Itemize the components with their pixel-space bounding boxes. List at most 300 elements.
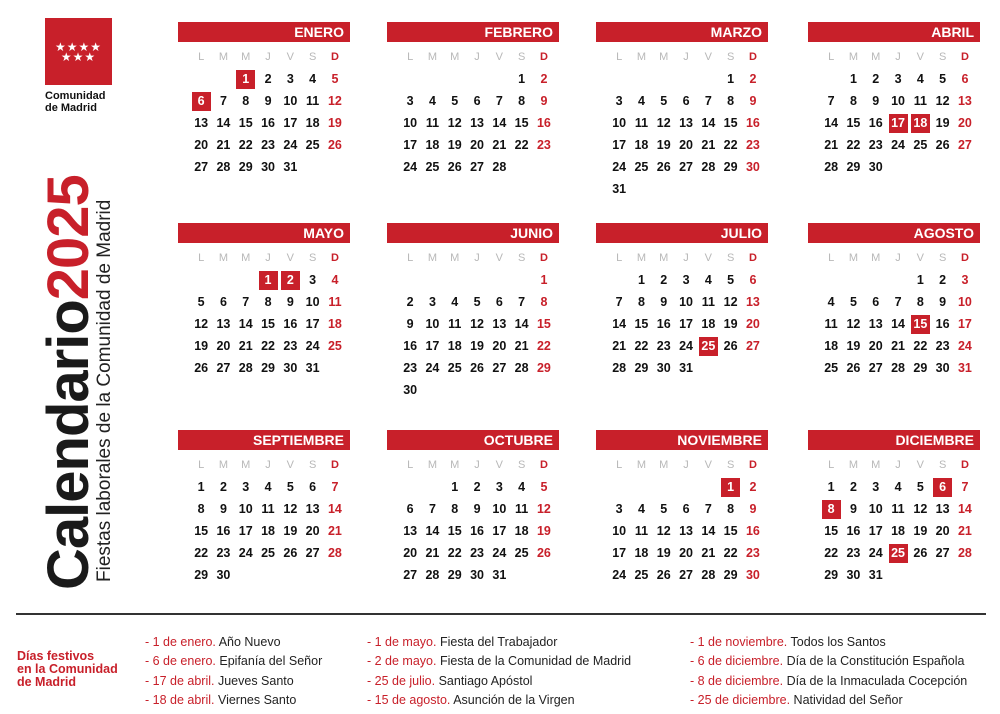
month-septiembre <box>178 430 350 586</box>
weekday-label: D <box>960 252 969 264</box>
day-number: 1 <box>197 480 205 494</box>
weekday-label: M <box>848 252 859 264</box>
day-number: 7 <box>704 94 712 108</box>
weekday-label: M <box>848 51 859 63</box>
day-cell <box>257 156 279 178</box>
day-cell <box>444 291 466 313</box>
day-number: 28 <box>238 361 253 375</box>
day-cell <box>954 335 976 357</box>
day-number: 12 <box>194 317 209 331</box>
day-number: 21 <box>957 524 972 538</box>
day-cell <box>444 335 466 357</box>
day-cell <box>533 291 555 313</box>
holiday-date: - 6 de diciembre. <box>690 654 784 669</box>
day-cell <box>742 68 764 90</box>
day-number: 13 <box>868 317 883 331</box>
day-number: 4 <box>518 480 526 494</box>
day-cell <box>608 498 630 520</box>
day-cell <box>444 564 466 586</box>
day-cell <box>842 291 864 313</box>
day-number: 4 <box>331 273 339 287</box>
day-cell <box>608 90 630 112</box>
day-cell <box>887 313 909 335</box>
day-number: 23 <box>216 546 231 560</box>
holiday-name: Natividad del Señor <box>793 692 903 707</box>
day-cell <box>399 520 421 542</box>
day-cell <box>719 90 741 112</box>
weekday-label: M <box>636 252 647 264</box>
day-cell <box>675 90 697 112</box>
month-days-grid <box>820 247 980 379</box>
day-number: 23 <box>745 546 760 560</box>
day-cell <box>842 498 864 520</box>
weekday-label: M <box>659 459 669 471</box>
day-number: 25 <box>327 339 342 353</box>
day-number: 3 <box>309 273 317 287</box>
day-cell <box>488 335 510 357</box>
day-number: 29 <box>536 361 551 375</box>
empty-day <box>653 476 675 498</box>
day-cell <box>608 520 630 542</box>
day-cell <box>630 542 652 564</box>
day-number: 20 <box>492 339 507 353</box>
day-number: 2 <box>540 72 548 86</box>
day-number: 8 <box>822 500 841 519</box>
day-number: 16 <box>470 524 484 538</box>
day-cell <box>842 476 864 498</box>
day-cell <box>279 498 301 520</box>
weekday-label: J <box>683 252 689 264</box>
day-cell <box>324 498 346 520</box>
day-cell <box>719 542 741 564</box>
weekday-label: S <box>308 252 317 264</box>
day-number: 8 <box>727 94 735 108</box>
day-cell <box>608 156 630 178</box>
day-number: 9 <box>406 317 414 331</box>
day-cell <box>954 291 976 313</box>
day-cell <box>719 112 741 134</box>
day-cell <box>399 542 421 564</box>
day-cell <box>887 90 909 112</box>
day-number: 30 <box>656 361 671 375</box>
day-number: 29 <box>447 568 462 582</box>
day-number: 5 <box>540 480 548 494</box>
day-number: 1 <box>259 271 278 290</box>
day-cell <box>865 90 887 112</box>
day-cell <box>842 357 864 379</box>
day-number: 29 <box>824 568 839 582</box>
day-number: 16 <box>868 116 883 130</box>
day-number: 5 <box>939 72 947 86</box>
day-cell <box>324 476 346 498</box>
month-febrero <box>387 22 559 178</box>
day-cell <box>865 357 887 379</box>
title-year: 2025 <box>36 175 101 301</box>
day-cell <box>324 291 346 313</box>
day-number: 27 <box>403 568 418 582</box>
day-cell <box>608 112 630 134</box>
day-number: 2 <box>872 72 880 86</box>
weekday-label: L <box>198 51 205 63</box>
weekday-label: L <box>407 459 414 471</box>
day-number: 30 <box>935 361 950 375</box>
empty-day <box>466 68 488 90</box>
day-number: 27 <box>470 160 484 174</box>
day-number: 16 <box>745 116 760 130</box>
weekday-label: M <box>871 252 881 264</box>
day-number: 16 <box>536 116 551 130</box>
day-number: 28 <box>327 546 342 560</box>
month-marzo <box>596 22 768 200</box>
day-cell <box>842 564 864 586</box>
day-number: 8 <box>518 94 526 108</box>
day-number: 29 <box>261 361 275 375</box>
day-number: 7 <box>495 94 503 108</box>
day-cell <box>697 134 719 156</box>
day-number: 31 <box>679 361 693 375</box>
day-number: 12 <box>536 502 551 516</box>
day-cell <box>510 520 532 542</box>
day-number: 13 <box>194 116 209 130</box>
day-number: 3 <box>286 72 294 86</box>
day-cell <box>279 542 301 564</box>
day-number: 2 <box>660 273 668 287</box>
month-header: OCTUBRE <box>387 430 559 450</box>
day-cell <box>510 112 532 134</box>
day-cell <box>399 498 421 520</box>
day-number: 10 <box>492 502 507 516</box>
day-cell <box>279 68 301 90</box>
day-cell <box>842 112 864 134</box>
day-number: 22 <box>238 138 253 152</box>
day-cell <box>865 134 887 156</box>
day-number: 26 <box>656 160 671 174</box>
day-number: 19 <box>327 116 342 130</box>
page-title <box>36 175 101 590</box>
day-cell <box>301 134 323 156</box>
day-cell <box>421 335 443 357</box>
day-number: 11 <box>701 295 715 309</box>
day-cell <box>301 335 323 357</box>
day-cell <box>488 112 510 134</box>
day-number: 18 <box>911 114 930 133</box>
day-cell <box>421 520 443 542</box>
day-cell <box>865 291 887 313</box>
day-number: 12 <box>470 317 484 331</box>
day-number: 9 <box>660 295 668 309</box>
day-cell <box>675 156 697 178</box>
holiday-date: - 8 de diciembre. <box>690 673 784 688</box>
day-cell <box>533 90 555 112</box>
day-cell <box>820 564 842 586</box>
holiday-date: - 17 de abril. <box>145 673 215 688</box>
day-number: 1 <box>518 72 526 86</box>
day-cell <box>235 542 257 564</box>
day-cell <box>653 335 675 357</box>
weekday-label: S <box>726 51 735 63</box>
day-number: 19 <box>656 546 671 560</box>
day-number: 14 <box>824 116 839 130</box>
day-cell <box>533 112 555 134</box>
day-cell <box>931 90 953 112</box>
day-number: 8 <box>540 295 548 309</box>
day-number: 20 <box>194 138 209 152</box>
month-days-grid <box>820 454 980 586</box>
day-number: 15 <box>824 524 839 538</box>
day-number: 25 <box>824 361 839 375</box>
day-number: 15 <box>536 317 551 331</box>
weekday-label: J <box>683 51 689 63</box>
day-cell <box>235 112 257 134</box>
day-cell <box>630 357 652 379</box>
day-cell <box>421 291 443 313</box>
day-number: 4 <box>451 295 459 309</box>
day-number: 17 <box>679 317 693 331</box>
day-number: 29 <box>723 568 738 582</box>
weekday-label: V <box>286 252 294 264</box>
holiday-date: - 1 de enero. <box>145 635 216 649</box>
day-number: 9 <box>219 502 227 516</box>
day-cell <box>697 520 719 542</box>
holiday-item <box>145 691 322 710</box>
day-cell <box>653 156 675 178</box>
day-cell <box>212 291 234 313</box>
empty-day <box>421 68 443 90</box>
day-number: 7 <box>518 295 526 309</box>
day-number: 18 <box>634 138 649 152</box>
day-number: 19 <box>723 317 738 331</box>
day-number: 24 <box>425 361 440 375</box>
day-number: 23 <box>261 138 275 152</box>
day-cell <box>212 134 234 156</box>
day-cell <box>742 542 764 564</box>
day-number: 5 <box>660 94 668 108</box>
day-number: 16 <box>846 524 861 538</box>
month-days-grid <box>608 46 768 200</box>
day-number: 19 <box>846 339 861 353</box>
comunidad-madrid-logo <box>45 18 112 85</box>
day-cell <box>630 291 652 313</box>
day-cell <box>887 291 909 313</box>
day-number: 10 <box>612 524 627 538</box>
day-number: 29 <box>238 160 253 174</box>
day-cell <box>865 498 887 520</box>
day-cell <box>931 335 953 357</box>
day-cell <box>324 520 346 542</box>
day-cell <box>842 520 864 542</box>
weekday-label: J <box>474 252 480 264</box>
day-cell <box>212 90 234 112</box>
day-number: 10 <box>679 295 693 309</box>
holiday-day <box>909 313 931 335</box>
day-cell <box>742 112 764 134</box>
day-cell <box>653 498 675 520</box>
day-cell <box>954 357 976 379</box>
day-number: 23 <box>470 546 484 560</box>
day-cell <box>630 564 652 586</box>
day-cell <box>444 112 466 134</box>
day-cell <box>630 520 652 542</box>
weekday-label: D <box>330 459 339 471</box>
day-cell <box>719 498 741 520</box>
day-cell <box>719 564 741 586</box>
weekday-label: V <box>704 252 712 264</box>
day-number: 22 <box>536 339 551 353</box>
logo-text-line: Comunidad <box>45 90 106 102</box>
day-cell <box>301 542 323 564</box>
day-cell <box>257 357 279 379</box>
day-cell <box>931 498 953 520</box>
day-number: 1 <box>727 72 735 86</box>
day-number: 3 <box>615 94 623 108</box>
day-number: 9 <box>540 94 548 108</box>
weekday-label: M <box>218 459 229 471</box>
day-cell <box>466 134 488 156</box>
day-cell <box>909 498 931 520</box>
day-cell <box>190 313 212 335</box>
day-cell <box>301 520 323 542</box>
day-cell <box>675 269 697 291</box>
day-number: 8 <box>637 295 645 309</box>
month-days-grid <box>399 247 559 401</box>
day-cell <box>212 476 234 498</box>
empty-day <box>820 68 842 90</box>
day-number: 20 <box>935 524 950 538</box>
day-cell <box>488 520 510 542</box>
day-cell <box>865 313 887 335</box>
day-number: 1 <box>916 273 924 287</box>
day-cell <box>235 313 257 335</box>
day-number: 15 <box>723 524 738 538</box>
day-cell <box>421 542 443 564</box>
day-number: 5 <box>197 295 205 309</box>
day-number: 17 <box>238 524 253 538</box>
day-number: 24 <box>305 339 320 353</box>
day-number: 22 <box>447 546 462 560</box>
day-number: 29 <box>723 160 738 174</box>
holiday-date: - 25 de diciembre. <box>690 692 791 707</box>
day-cell <box>931 313 953 335</box>
day-number: 6 <box>872 295 880 309</box>
day-number: 14 <box>612 317 627 331</box>
empty-day <box>399 269 421 291</box>
weekday-label: S <box>308 459 317 471</box>
day-number: 7 <box>894 295 902 309</box>
day-number: 28 <box>957 546 972 560</box>
day-cell <box>820 476 842 498</box>
day-cell <box>697 564 719 586</box>
day-number: 17 <box>889 114 908 133</box>
day-cell <box>719 520 741 542</box>
weekday-label: V <box>286 51 294 63</box>
day-cell <box>488 291 510 313</box>
day-number: 8 <box>264 295 272 309</box>
day-cell <box>533 542 555 564</box>
day-cell <box>630 313 652 335</box>
day-cell <box>324 112 346 134</box>
day-cell <box>466 476 488 498</box>
day-number: 9 <box>939 295 947 309</box>
day-number: 20 <box>957 116 972 130</box>
day-cell <box>190 498 212 520</box>
day-number: 28 <box>216 160 231 174</box>
day-number: 30 <box>846 568 861 582</box>
day-number: 14 <box>327 502 342 516</box>
day-number: 7 <box>219 94 227 108</box>
day-cell <box>190 112 212 134</box>
day-number: 1 <box>451 480 459 494</box>
day-number: 15 <box>261 317 275 331</box>
day-cell <box>510 357 532 379</box>
day-cell <box>301 291 323 313</box>
day-number: 1 <box>827 480 835 494</box>
day-cell <box>444 498 466 520</box>
holiday-item <box>145 633 322 652</box>
day-cell <box>954 520 976 542</box>
month-header: AGOSTO <box>808 223 980 243</box>
day-number: 29 <box>634 361 649 375</box>
day-number: 4 <box>264 480 272 494</box>
weekday-label: D <box>960 459 969 471</box>
day-number: 11 <box>261 502 275 516</box>
day-cell <box>324 134 346 156</box>
weekday-label: D <box>539 51 548 63</box>
day-cell <box>301 313 323 335</box>
day-number: 23 <box>745 138 760 152</box>
day-number: 27 <box>679 160 693 174</box>
day-cell <box>301 112 323 134</box>
day-number: 27 <box>305 546 320 560</box>
day-number: 13 <box>216 317 231 331</box>
day-number: 23 <box>656 339 671 353</box>
day-number: 2 <box>219 480 227 494</box>
weekday-label: S <box>517 459 526 471</box>
day-cell <box>533 520 555 542</box>
day-cell <box>257 476 279 498</box>
day-number: 14 <box>701 524 716 538</box>
day-cell <box>466 156 488 178</box>
day-cell <box>865 112 887 134</box>
day-cell <box>399 313 421 335</box>
day-cell <box>608 313 630 335</box>
day-number: 6 <box>495 295 503 309</box>
day-cell <box>399 357 421 379</box>
day-cell <box>324 90 346 112</box>
day-cell <box>887 357 909 379</box>
day-number: 20 <box>679 546 693 560</box>
weekday-label: V <box>916 252 924 264</box>
day-number: 5 <box>331 72 339 86</box>
day-cell <box>444 90 466 112</box>
weekday-label: M <box>636 459 647 471</box>
holiday-item <box>367 633 631 652</box>
day-number: 10 <box>891 94 905 108</box>
weekday-label: M <box>427 459 438 471</box>
day-cell <box>630 269 652 291</box>
day-cell <box>675 357 697 379</box>
day-number: 25 <box>634 160 649 174</box>
day-number: 28 <box>425 568 440 582</box>
day-cell <box>820 134 842 156</box>
day-number: 27 <box>679 568 693 582</box>
day-number: 16 <box>745 524 760 538</box>
day-cell <box>608 134 630 156</box>
holiday-day <box>235 68 257 90</box>
day-cell <box>820 156 842 178</box>
weekday-label: D <box>748 51 757 63</box>
weekday-label: L <box>616 252 623 264</box>
empty-day <box>820 269 842 291</box>
